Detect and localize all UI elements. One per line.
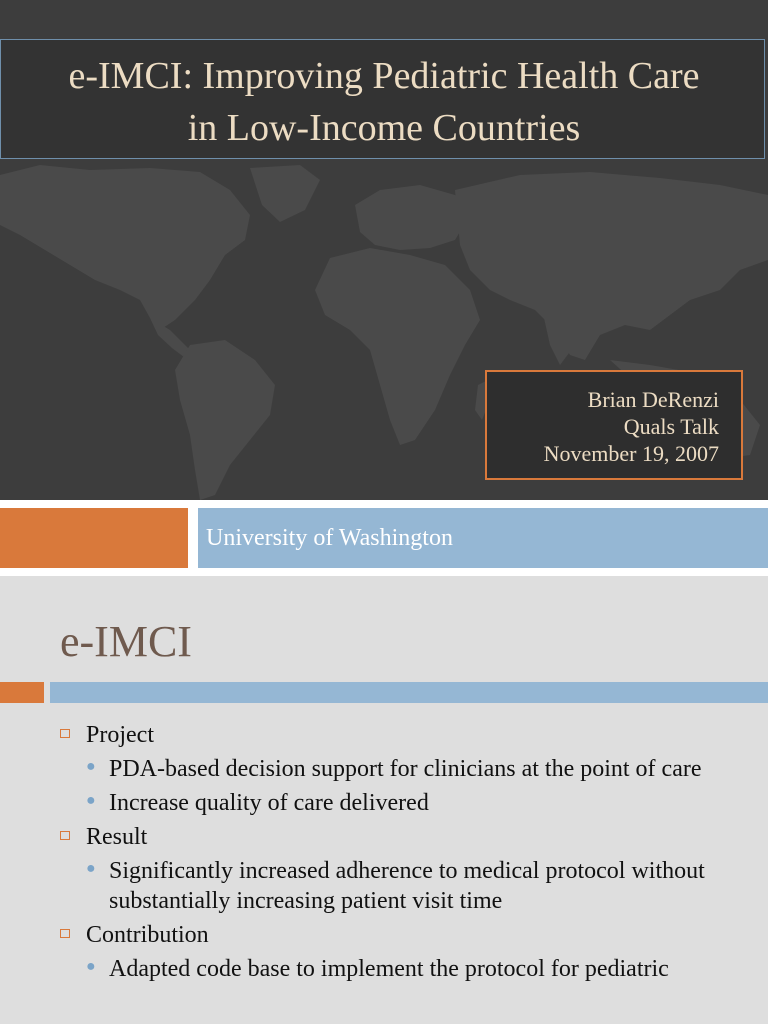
content-slide[interactable] (0, 576, 768, 1024)
sub-list-item (0, 788, 768, 818)
square-bullet-icon (60, 831, 70, 840)
north-america-shape (0, 165, 250, 330)
list-item (0, 720, 768, 750)
title-slide[interactable] (0, 0, 768, 500)
slide2-title: e-IMCI (60, 617, 192, 666)
slide-title (0, 50, 768, 154)
slide2-orange-accent (0, 682, 44, 703)
divider (0, 500, 768, 508)
square-bullet-icon (60, 929, 70, 938)
sub-list-item-label: PDA-based decision support for clinicians at the point of care (109, 756, 702, 782)
africa-shape (315, 248, 480, 445)
dot-bullet-icon: ● (86, 860, 96, 877)
slide-separator (0, 568, 768, 576)
sub-list-item (0, 954, 768, 984)
south-america-shape (175, 340, 275, 500)
sub-list-item-label: Increase quality of care delivered (109, 790, 429, 816)
sub-list-item (0, 856, 768, 916)
author-box (485, 370, 743, 480)
dot-bullet-icon: ● (86, 758, 96, 775)
sub-list-item (0, 754, 768, 784)
orange-accent-bar (0, 508, 188, 568)
list-item (0, 822, 768, 852)
slide2-blue-accent (50, 682, 768, 703)
dot-bullet-icon: ● (86, 958, 96, 975)
sub-list-item-label: Significantly increased adherence to medical protocol without substantially increasing patient visit time (109, 858, 705, 914)
affiliation-bar (198, 508, 768, 568)
europe-shape (355, 185, 470, 250)
square-bullet-icon (60, 729, 70, 738)
list-item-label: Result (86, 824, 148, 850)
greenland-shape (250, 165, 320, 222)
affiliation-text: University of Washington (206, 525, 453, 551)
slide-title-line1: e-IMCI: Improving Pediatric Health Care (68, 55, 700, 97)
list-item (0, 920, 768, 950)
sub-list-item-label: Adapted code base to implement the protocol for pediatric (109, 956, 669, 982)
event-name: Quals Talk (623, 414, 719, 439)
slide-title-line2: in Low-Income Countries (187, 107, 581, 149)
list-item-label: Contribution (86, 922, 209, 948)
bullet-list (0, 716, 768, 984)
asia-shape (455, 172, 768, 360)
author-name: Brian DeRenzi (587, 387, 719, 412)
dot-bullet-icon: ● (86, 792, 96, 809)
presentation-date: November 19, 2007 (543, 441, 719, 466)
list-item-label: Project (86, 722, 154, 748)
